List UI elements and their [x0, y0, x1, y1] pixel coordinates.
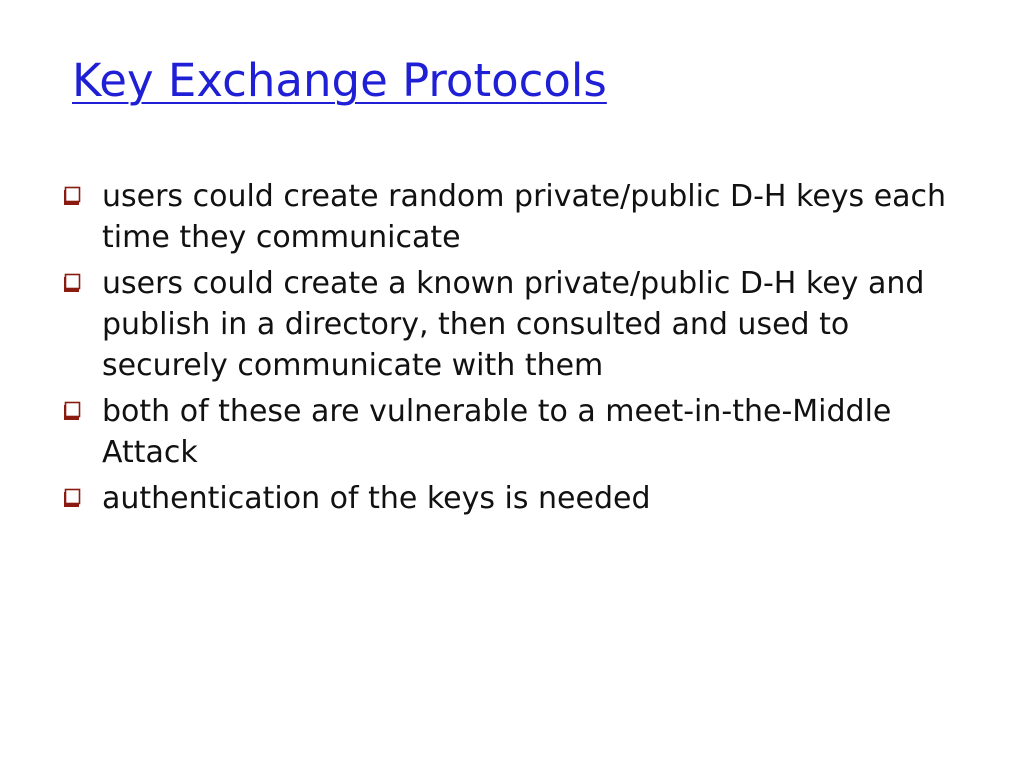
bullet-text: both of these are vulnerable to a meet-in-the-Middle Attack — [102, 394, 892, 470]
bullet-text: users could create random private/public D-H keys each time they communicate — [102, 179, 947, 255]
bullet-text: users could create a known private/public D-H key and publish in a directory, then consulted and used to securely communicate with them — [102, 266, 925, 383]
bullet-item — [64, 176, 964, 258]
bullet-item — [64, 263, 964, 386]
bullet-list — [64, 176, 964, 524]
hollow-square-bullet-icon — [64, 186, 83, 205]
slide-title: Key Exchange Protocols — [72, 54, 607, 107]
bullet-item — [64, 478, 964, 519]
hollow-square-bullet-icon — [64, 273, 83, 292]
hollow-square-bullet-icon — [64, 401, 83, 420]
bullet-item — [64, 391, 964, 473]
bullet-text: authentication of the keys is needed — [102, 481, 651, 516]
hollow-square-bullet-icon — [64, 488, 83, 507]
